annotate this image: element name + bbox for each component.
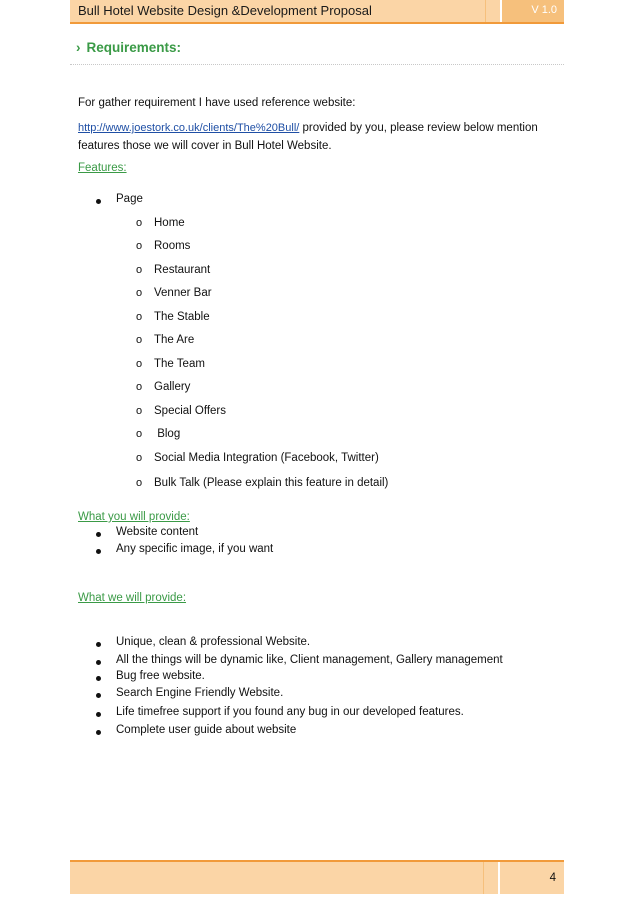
bullet-o-icon: o <box>136 217 143 229</box>
page-footer <box>70 860 564 894</box>
bullet-icon <box>96 199 101 204</box>
features-heading: Features: <box>78 162 127 174</box>
bullet-o-icon: o <box>136 381 143 393</box>
bullet-icon <box>96 712 101 717</box>
document-title: Bull Hotel Website Design &Development Proposal <box>78 3 372 18</box>
you-provide-heading: What you will provide: <box>78 511 190 523</box>
bullet-icon <box>96 730 101 735</box>
chevron-right-icon: › <box>76 40 81 55</box>
bullet-o-icon: o <box>136 287 143 299</box>
we-provide-heading: What we will provide: <box>78 592 187 604</box>
bullet-icon <box>96 549 101 554</box>
bullet-o-icon: o <box>136 334 143 346</box>
bullet-icon <box>96 532 101 537</box>
intro-line-3: features those we will cover in Bull Hotel Website. <box>78 140 332 152</box>
intro-line-2-text: provided by you, please review below mention <box>299 122 538 134</box>
version-label: V 1.0 <box>531 4 557 16</box>
page-number-box <box>498 862 564 894</box>
bullet-o-icon: o <box>136 264 143 276</box>
header-divider <box>485 0 500 22</box>
bullet-o-icon: o <box>136 452 143 464</box>
page-number: 4 <box>549 872 556 884</box>
reference-link[interactable]: http://www.joestork.co.uk/clients/The%20Bull/ <box>78 122 300 134</box>
bullet-icon <box>96 642 101 647</box>
bullet-o-icon: o <box>136 405 143 417</box>
bullet-o-icon: o <box>136 240 143 252</box>
bullet-o-icon: o <box>136 311 143 323</box>
footer-divider <box>483 862 498 894</box>
bullet-icon <box>96 660 101 665</box>
page-header <box>70 0 564 24</box>
section-title: Requirements: <box>86 40 182 55</box>
bullet-o-icon: o <box>136 358 143 370</box>
bullet-o-icon: o <box>136 428 143 440</box>
intro-line-1: For gather requirement I have used reference website: <box>78 97 356 109</box>
bullet-icon <box>96 676 101 681</box>
section-heading <box>76 40 181 55</box>
section-divider <box>70 64 564 65</box>
bullet-icon <box>96 693 101 698</box>
bullet-o-icon: o <box>136 477 143 489</box>
version-box <box>500 0 564 22</box>
